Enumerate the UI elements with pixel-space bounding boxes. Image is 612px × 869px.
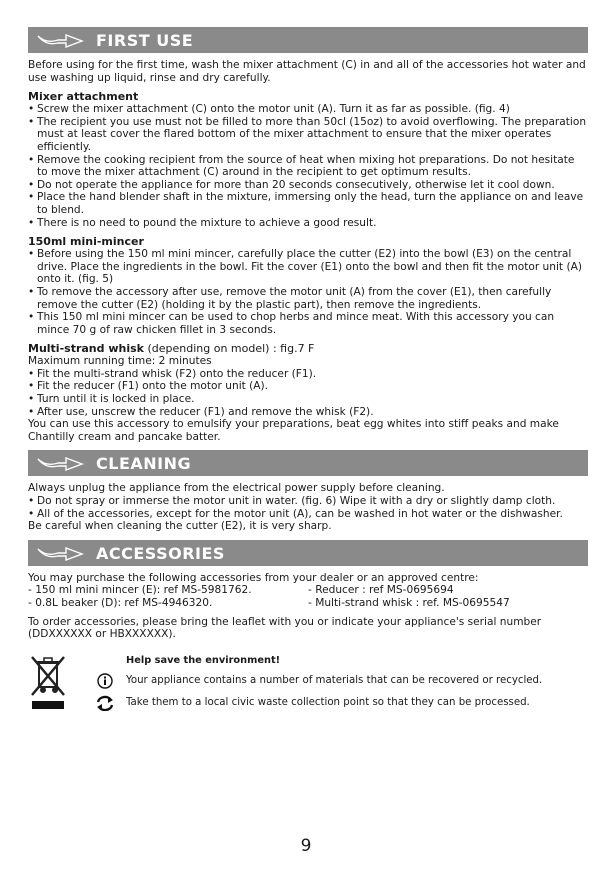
list-item: • All of the accessories, except for the motor unit (A), can be washed in hot water or the dishwasher. — [28, 508, 588, 521]
list-item: • After use, unscrew the reducer (F1) and remove the whisk (F2). — [28, 406, 588, 419]
section-title: ACCESSORIES — [96, 543, 225, 563]
list-item: • Place the hand blender shaft in the mixture, immersing only the head, turn the appliance on and leave to blend. — [28, 191, 588, 216]
recycle-icon — [94, 695, 116, 711]
environment-row — [94, 695, 530, 711]
first-use-banner — [28, 27, 588, 53]
list-item: • Fit the reducer (F1) onto the motor unit (A). — [28, 380, 588, 393]
page-number: 9 — [300, 836, 312, 856]
list-item: • This 150 ml mini mincer can be used to chop herbs and mince meat. With this accessory you can mince 70 g of raw chicken fillet in 3 seconds. — [28, 311, 588, 336]
list-item: • Turn until it is locked in place. — [28, 393, 588, 406]
arrow-icon — [36, 32, 86, 48]
section-title: CLEANING — [96, 454, 192, 474]
cleaning-banner — [28, 450, 588, 476]
cleaning-warning: Be careful when cleaning the cutter (E2), it is very sharp. — [28, 520, 332, 533]
mincer-title: 150ml mini-mincer — [28, 235, 144, 249]
list-item: • Do not spray or immerse the motor unit in water. (fig. 6) Wipe it with a dry or slightly damp cloth. — [28, 495, 588, 508]
environment-line: Your appliance contains a number of materials that can be recovered or recycled. — [126, 675, 543, 687]
info-icon — [94, 673, 116, 689]
list-item: • Before using the 150 ml mini mincer, carefully place the cutter (E2) into the bowl (E3) on the central drive. Place the ingredients in the bowl. Fit the cover (E1) onto the bowl and then fit the motor unit (A) onto it. (fig. 5) — [28, 248, 588, 286]
list-item: • There is no need to pound the mixture to achieve a good result. — [28, 217, 588, 230]
whisk-title — [28, 342, 588, 355]
accessory-item: - Multi-strand whisk : ref. MS-0695547 — [308, 597, 510, 609]
cleaning-list — [28, 495, 588, 520]
list-item: • Do not operate the appliance for more than 20 seconds consecutively, otherwise let it cool down. — [28, 179, 588, 192]
list-item: • Fit the multi-strand whisk (F2) onto the reducer (F1). — [28, 368, 588, 381]
arrow-icon — [36, 455, 86, 471]
accessories-banner — [28, 540, 588, 566]
accessories-order: To order accessories, please bring the leaflet with you or indicate your appliance's serial number (DDXXXXXX or HBXXXXXX). — [28, 615, 542, 641]
mincer-list — [28, 248, 588, 336]
crossed-bin-icon — [30, 653, 66, 711]
list-item: • The recipient you use must not be filled to more than 50cl (15oz) to avoid overflowing. The preparation must at least cover the flared bottom of the mixer attachment to ensure that the mixer operates efficiently. — [28, 116, 588, 154]
accessories-intro: You may purchase the following accessories from your dealer or an approved centre: — [28, 571, 479, 584]
accessory-item: - Reducer : ref MS-0695694 — [308, 584, 454, 597]
section-title: FIRST USE — [96, 31, 194, 50]
arrow-icon — [36, 545, 86, 561]
whisk-runtime: Maximum running time: 2 minutes — [28, 355, 212, 368]
manual-page — [28, 27, 588, 731]
whisk-list — [28, 368, 588, 418]
whisk-title-suffix: (depending on model) : fig.7 F — [143, 342, 315, 356]
accessories-list — [28, 584, 588, 609]
list-item: • Remove the cooking recipient from the source of heat when mixing hot preparations. Do not hesitate to move the mixer attachment (C) around in the recipient to get optimum results. — [28, 154, 588, 179]
first-use-intro: Before using for the first time, wash the mixer attachment (C) in and all of the accessories hot water and use washing up liquid, rinse and dry carefully. — [28, 59, 586, 84]
cleaning-intro: Always unplug the appliance from the electrical power supply before cleaning. — [28, 482, 445, 495]
accessory-item: - 0.8L beaker (D): ref MS-4946320. — [28, 597, 213, 609]
list-item: • Screw the mixer attachment (C) onto the motor unit (A). Turn it as far as possible. (fig. 4) — [28, 103, 588, 116]
whisk-outro: You can use this accessory to emulsify your preparations, beat egg whites into stiff peaks and make Chantilly cream and pancake batter. — [28, 418, 559, 443]
accessory-item: - 150 ml mini mincer (E): ref MS-5981762. — [28, 584, 252, 597]
environment-row — [94, 673, 542, 689]
list-item: • To remove the accessory after use, remove the motor unit (A) from the cover (E1), then carefully remove the cutter (E2) (holding it by the plastic part), then remove the ingredients. — [28, 286, 588, 311]
environment-block — [28, 651, 588, 731]
mixer-list — [28, 103, 588, 229]
environment-heading: Help save the environment! — [126, 654, 281, 666]
whisk-title-main: Multi-strand whisk — [28, 342, 144, 356]
mixer-title: Mixer attachment — [28, 90, 139, 104]
environment-line: Take them to a local civic waste collection point so that they can be processed. — [126, 697, 530, 709]
